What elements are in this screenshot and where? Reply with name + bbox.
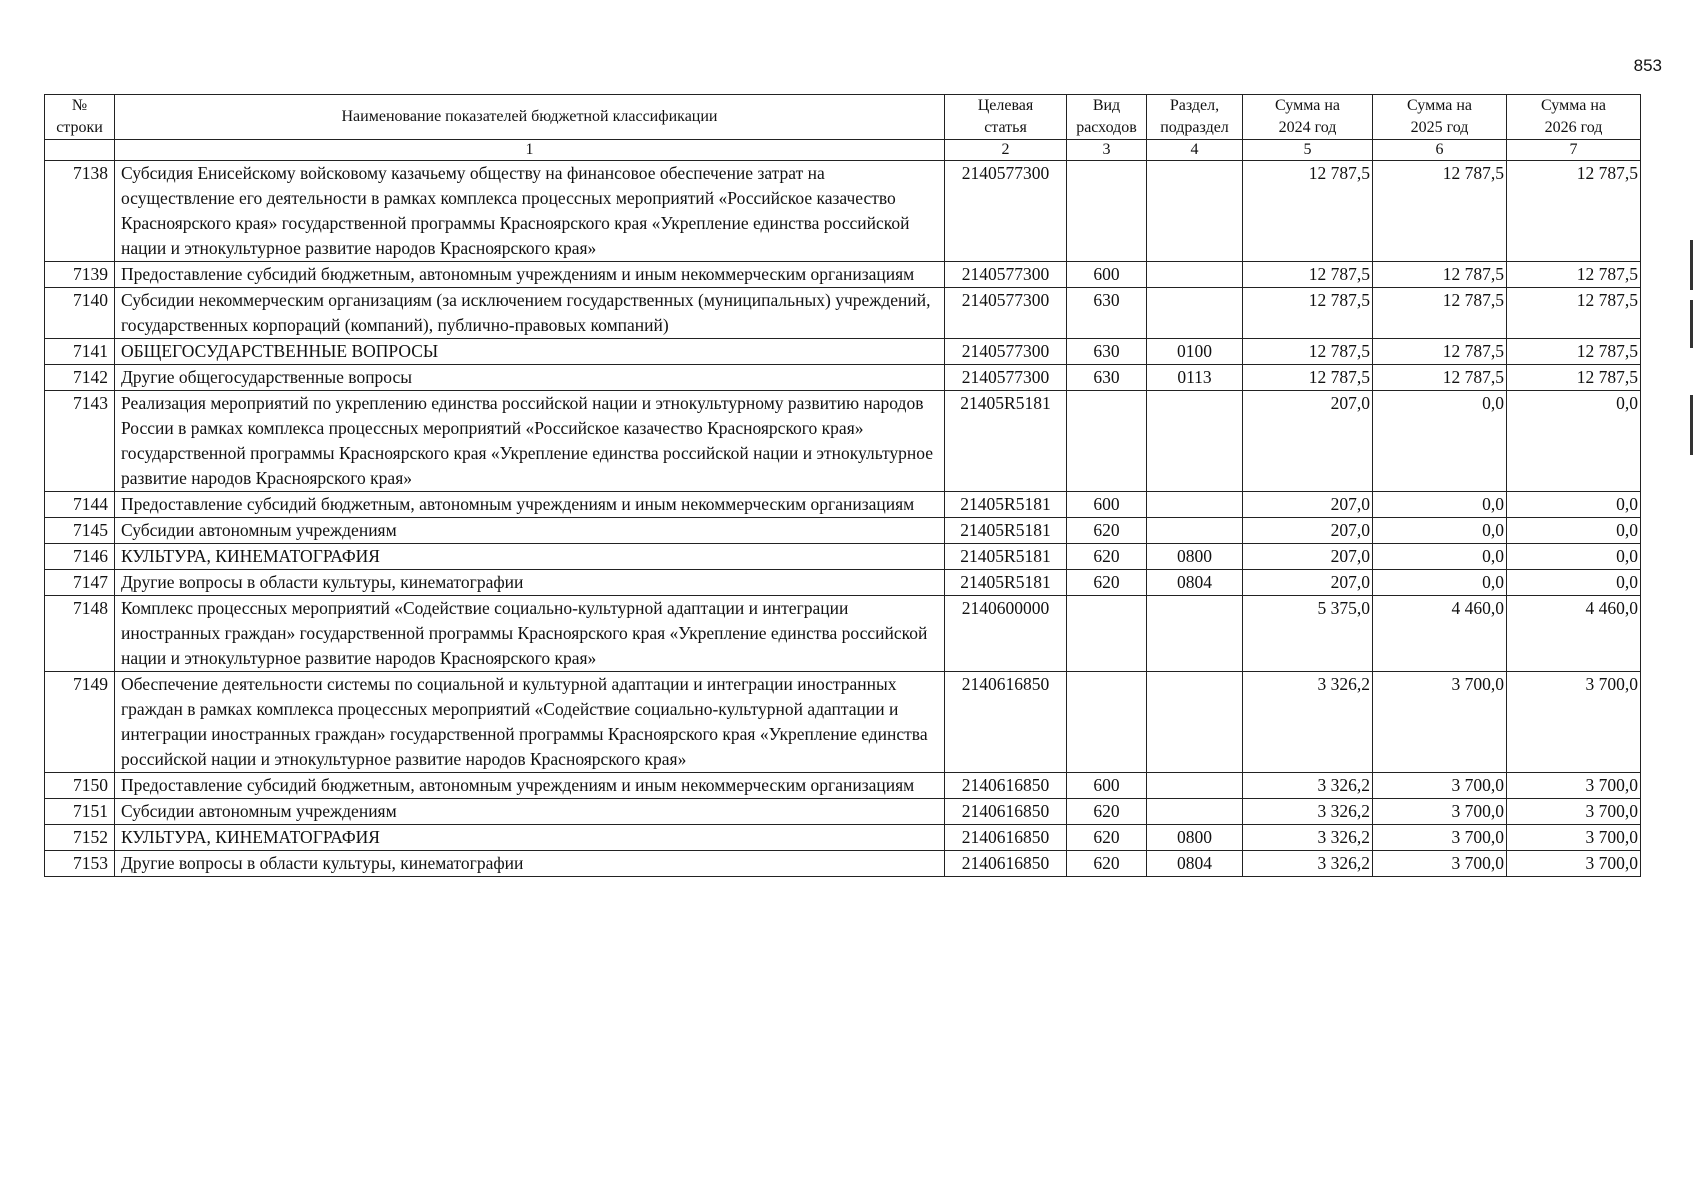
row-sum-2025: 3 700,0 [1373, 825, 1507, 851]
row-target-article: 2140616850 [945, 851, 1067, 877]
scan-edge-mark [1690, 240, 1693, 290]
row-number: 7144 [45, 492, 115, 518]
header-sum-2025: Сумма на 2025 год [1373, 95, 1507, 140]
row-section [1147, 672, 1243, 773]
row-name: ОБЩЕГОСУДАРСТВЕННЫЕ ВОПРОСЫ [115, 339, 945, 365]
row-sum-2024: 3 326,2 [1243, 851, 1373, 877]
row-number: 7149 [45, 672, 115, 773]
row-expense-kind: 620 [1067, 851, 1147, 877]
table-row [45, 544, 1641, 570]
row-sum-2025: 12 787,5 [1373, 161, 1507, 262]
row-sum-2026: 0,0 [1507, 544, 1641, 570]
row-section: 0800 [1147, 825, 1243, 851]
table-row [45, 596, 1641, 672]
row-sum-2025: 4 460,0 [1373, 596, 1507, 672]
table-row [45, 851, 1641, 877]
row-name: Предоставление субсидий бюджетным, автономным учреждениям и иным некоммерческим организациям [115, 773, 945, 799]
row-number: 7152 [45, 825, 115, 851]
row-section: 0100 [1147, 339, 1243, 365]
column-number: 4 [1147, 140, 1243, 161]
column-number-row [45, 140, 1641, 161]
row-sum-2026: 12 787,5 [1507, 339, 1641, 365]
row-target-article: 21405R5181 [945, 492, 1067, 518]
row-number: 7148 [45, 596, 115, 672]
row-number: 7138 [45, 161, 115, 262]
header-kind: Вид расходов [1067, 95, 1147, 140]
row-sum-2026: 12 787,5 [1507, 365, 1641, 391]
row-sum-2025: 12 787,5 [1373, 262, 1507, 288]
row-number: 7142 [45, 365, 115, 391]
row-number: 7147 [45, 570, 115, 596]
table-row [45, 518, 1641, 544]
row-expense-kind: 600 [1067, 262, 1147, 288]
header-rownum: № строки [45, 95, 115, 140]
scan-edge-mark [1690, 395, 1693, 455]
row-sum-2025: 3 700,0 [1373, 851, 1507, 877]
row-sum-2024: 207,0 [1243, 570, 1373, 596]
table-row [45, 161, 1641, 262]
row-expense-kind: 630 [1067, 339, 1147, 365]
row-target-article: 21405R5181 [945, 391, 1067, 492]
row-section: 0804 [1147, 570, 1243, 596]
row-expense-kind [1067, 391, 1147, 492]
column-number: 1 [115, 140, 945, 161]
row-target-article: 2140616850 [945, 672, 1067, 773]
column-number: 2 [945, 140, 1067, 161]
table-row [45, 288, 1641, 339]
row-sum-2024: 3 326,2 [1243, 799, 1373, 825]
table-row [45, 391, 1641, 492]
row-sum-2025: 3 700,0 [1373, 799, 1507, 825]
row-sum-2024: 3 326,2 [1243, 773, 1373, 799]
row-sum-2026: 0,0 [1507, 492, 1641, 518]
row-expense-kind: 620 [1067, 518, 1147, 544]
row-sum-2025: 3 700,0 [1373, 773, 1507, 799]
column-number: 3 [1067, 140, 1147, 161]
row-expense-kind: 600 [1067, 773, 1147, 799]
row-sum-2025: 0,0 [1373, 570, 1507, 596]
column-number-blank [45, 140, 115, 161]
row-name: Субсидии некоммерческим организациям (за исключением государственных (муниципальных) учреждений, государственных корпораций (компаний), публично-правовых компаний) [115, 288, 945, 339]
row-name: Предоставление субсидий бюджетным, автономным учреждениям и иным некоммерческим организациям [115, 262, 945, 288]
row-name: Другие вопросы в области культуры, кинематографии [115, 851, 945, 877]
row-number: 7146 [45, 544, 115, 570]
row-target-article: 2140577300 [945, 288, 1067, 339]
header-sum-2024: Сумма на 2024 год [1243, 95, 1373, 140]
row-sum-2026: 12 787,5 [1507, 161, 1641, 262]
row-sum-2026: 12 787,5 [1507, 262, 1641, 288]
row-sum-2025: 3 700,0 [1373, 672, 1507, 773]
row-target-article: 21405R5181 [945, 570, 1067, 596]
row-sum-2024: 3 326,2 [1243, 825, 1373, 851]
table-row [45, 825, 1641, 851]
row-expense-kind: 620 [1067, 799, 1147, 825]
row-expense-kind: 620 [1067, 570, 1147, 596]
row-expense-kind [1067, 161, 1147, 262]
row-target-article: 21405R5181 [945, 518, 1067, 544]
row-name: Реализация мероприятий по укреплению единства российской нации и этнокультурному развитию народов России в рамках комплекса процессных мероприятий «Российское казачество Красноярского края» государственной программы Красноярского края «Укрепление единства российской нации и этнокультурное развитие народов Красноярского края» [115, 391, 945, 492]
row-sum-2024: 12 787,5 [1243, 288, 1373, 339]
row-sum-2026: 0,0 [1507, 518, 1641, 544]
row-name: Другие вопросы в области культуры, кинематографии [115, 570, 945, 596]
column-number: 6 [1373, 140, 1507, 161]
row-number: 7141 [45, 339, 115, 365]
table-row [45, 365, 1641, 391]
row-sum-2026: 0,0 [1507, 570, 1641, 596]
column-number: 5 [1243, 140, 1373, 161]
row-target-article: 2140600000 [945, 596, 1067, 672]
row-target-article: 2140616850 [945, 825, 1067, 851]
row-target-article: 2140577300 [945, 339, 1067, 365]
row-number: 7150 [45, 773, 115, 799]
row-number: 7151 [45, 799, 115, 825]
row-expense-kind: 630 [1067, 288, 1147, 339]
row-target-article: 2140577300 [945, 161, 1067, 262]
row-section [1147, 391, 1243, 492]
row-sum-2025: 0,0 [1373, 518, 1507, 544]
row-expense-kind: 600 [1067, 492, 1147, 518]
table-header-row [45, 95, 1641, 140]
table-row [45, 339, 1641, 365]
row-sum-2025: 0,0 [1373, 391, 1507, 492]
row-expense-kind: 620 [1067, 825, 1147, 851]
row-sum-2024: 12 787,5 [1243, 339, 1373, 365]
row-target-article: 21405R5181 [945, 544, 1067, 570]
row-sum-2024: 5 375,0 [1243, 596, 1373, 672]
row-sum-2026: 4 460,0 [1507, 596, 1641, 672]
row-section [1147, 518, 1243, 544]
row-sum-2024: 12 787,5 [1243, 262, 1373, 288]
row-sum-2024: 3 326,2 [1243, 672, 1373, 773]
row-sum-2026: 12 787,5 [1507, 288, 1641, 339]
row-name: Комплекс процессных мероприятий «Содействие социально-культурной адаптации и интеграции иностранных граждан» государственной программы Красноярского края «Укрепление единства российской нации и этнокультурное развитие народов Красноярского края» [115, 596, 945, 672]
row-sum-2025: 0,0 [1373, 492, 1507, 518]
row-section [1147, 288, 1243, 339]
header-sum-2026: Сумма на 2026 год [1507, 95, 1641, 140]
table-row [45, 262, 1641, 288]
row-sum-2024: 207,0 [1243, 518, 1373, 544]
row-target-article: 2140616850 [945, 773, 1067, 799]
budget-classification-table [44, 94, 1641, 877]
row-sum-2026: 3 700,0 [1507, 825, 1641, 851]
row-number: 7153 [45, 851, 115, 877]
row-sum-2026: 3 700,0 [1507, 799, 1641, 825]
row-number: 7140 [45, 288, 115, 339]
row-sum-2026: 3 700,0 [1507, 672, 1641, 773]
row-name: КУЛЬТУРА, КИНЕМАТОГРАФИЯ [115, 544, 945, 570]
row-section [1147, 596, 1243, 672]
header-name: Наименование показателей бюджетной классификации [115, 95, 945, 140]
row-sum-2024: 207,0 [1243, 492, 1373, 518]
table-row [45, 799, 1641, 825]
row-name: Субсидия Енисейскому войсковому казачьему обществу на финансовое обеспечение затрат на осуществление его деятельности в рамках комплекса процессных мероприятий «Российское казачество Красноярского края» государственной программы Красноярского края «Укрепление единства российской нации и этнокультурное развитие народов Красноярского края» [115, 161, 945, 262]
row-sum-2025: 12 787,5 [1373, 365, 1507, 391]
row-section: 0113 [1147, 365, 1243, 391]
row-section [1147, 262, 1243, 288]
row-sum-2026: 0,0 [1507, 391, 1641, 492]
row-number: 7139 [45, 262, 115, 288]
row-name: Субсидии автономным учреждениям [115, 799, 945, 825]
row-section [1147, 492, 1243, 518]
column-number: 7 [1507, 140, 1641, 161]
header-target: Целевая статья [945, 95, 1067, 140]
row-expense-kind: 630 [1067, 365, 1147, 391]
row-target-article: 2140616850 [945, 799, 1067, 825]
table-row [45, 672, 1641, 773]
scan-edge-mark [1690, 300, 1693, 348]
table-row [45, 773, 1641, 799]
row-sum-2024: 207,0 [1243, 391, 1373, 492]
page-number: 853 [1633, 56, 1662, 75]
row-sum-2025: 12 787,5 [1373, 339, 1507, 365]
table-row [45, 570, 1641, 596]
row-name: Другие общегосударственные вопросы [115, 365, 945, 391]
row-expense-kind [1067, 596, 1147, 672]
table-body [45, 161, 1641, 877]
row-name: КУЛЬТУРА, КИНЕМАТОГРАФИЯ [115, 825, 945, 851]
row-section [1147, 161, 1243, 262]
row-sum-2024: 12 787,5 [1243, 161, 1373, 262]
row-sum-2026: 3 700,0 [1507, 773, 1641, 799]
row-section: 0800 [1147, 544, 1243, 570]
row-number: 7145 [45, 518, 115, 544]
row-sum-2024: 207,0 [1243, 544, 1373, 570]
row-sum-2025: 0,0 [1373, 544, 1507, 570]
row-section: 0804 [1147, 851, 1243, 877]
row-sum-2024: 12 787,5 [1243, 365, 1373, 391]
row-name: Предоставление субсидий бюджетным, автономным учреждениям и иным некоммерческим организациям [115, 492, 945, 518]
header-section: Раздел, подраздел [1147, 95, 1243, 140]
row-target-article: 2140577300 [945, 365, 1067, 391]
row-number: 7143 [45, 391, 115, 492]
table-row [45, 492, 1641, 518]
row-section [1147, 773, 1243, 799]
row-expense-kind: 620 [1067, 544, 1147, 570]
row-name: Субсидии автономным учреждениям [115, 518, 945, 544]
row-name: Обеспечение деятельности системы по социальной и культурной адаптации и интеграции иностранных граждан в рамках комплекса процессных мероприятий «Содействие социально-культурной адаптации и интеграции иностранных граждан» государственной программы Красноярского края «Укрепление единства российской нации и этнокультурное развитие народов Красноярского края» [115, 672, 945, 773]
row-sum-2025: 12 787,5 [1373, 288, 1507, 339]
row-sum-2026: 3 700,0 [1507, 851, 1641, 877]
row-section [1147, 799, 1243, 825]
row-expense-kind [1067, 672, 1147, 773]
row-target-article: 2140577300 [945, 262, 1067, 288]
